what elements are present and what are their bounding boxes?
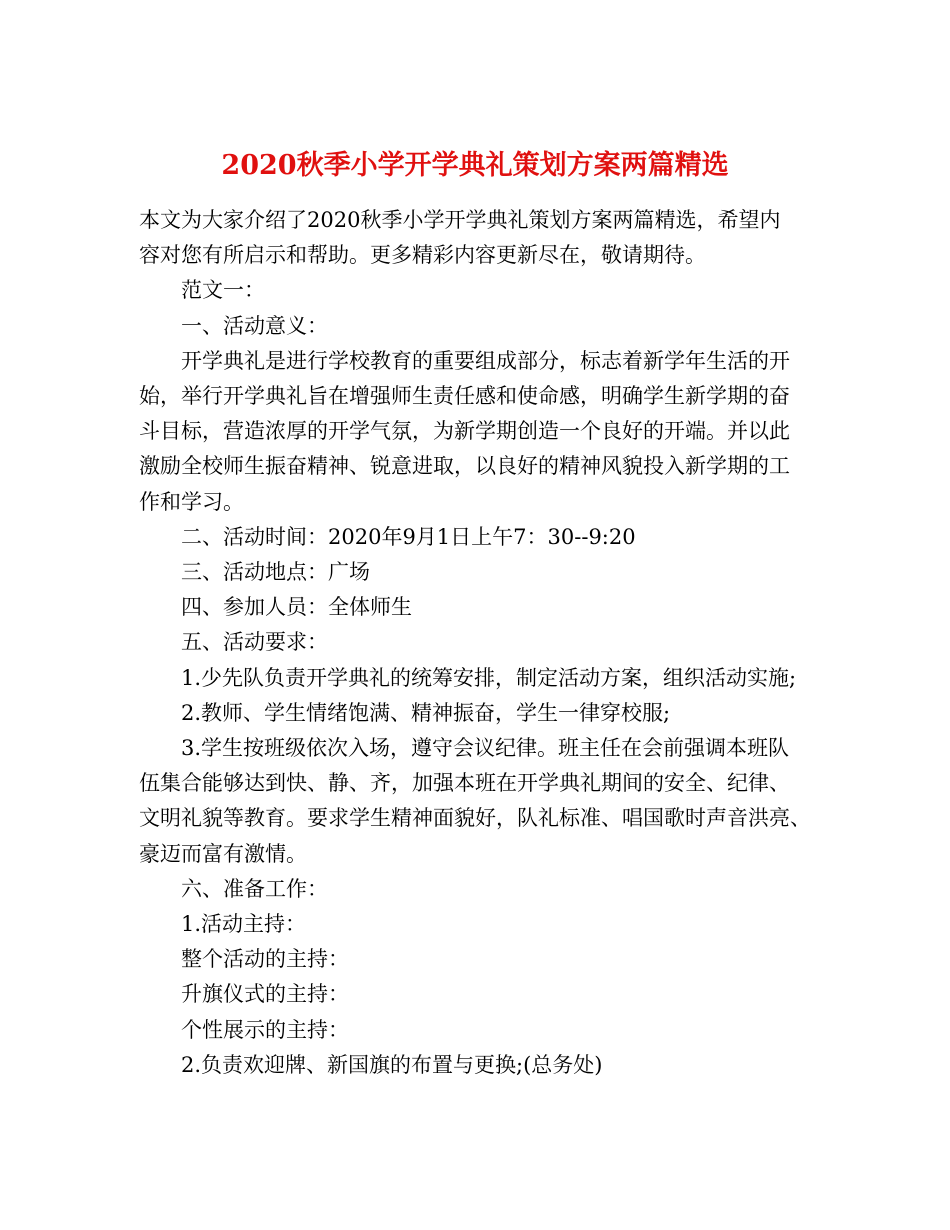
section-heading: 一、活动意义： xyxy=(181,313,328,338)
section-heading: 六、准备工作： xyxy=(181,876,328,901)
paragraph-line: 容对您有所启示和帮助。更多精彩内容更新尽在，敬请期待。 xyxy=(139,243,706,268)
list-item: 3.学生按班级依次入场，遵守会议纪律。班主任在会前强调本班队 xyxy=(181,736,790,761)
section-heading: 三、活动地点：广场 xyxy=(181,560,370,585)
paragraph-line: 伍集合能够达到快、静、齐，加强本班在开学典礼期间的安全、纪律、 xyxy=(139,771,790,796)
paragraph-line: 开学典礼是进行学校教育的重要组成部分，标志着新学年生活的开 xyxy=(181,348,790,373)
list-item: 2.教师、学生情绪饱满、精神振奋，学生一律穿校服; xyxy=(181,700,671,725)
paragraph-line: 升旗仪式的主持： xyxy=(181,982,349,1007)
section-label: 范文一： xyxy=(181,278,265,303)
section-heading: 五、活动要求： xyxy=(181,630,328,655)
paragraph-line: 文明礼貌等教育。要求学生精神面貌好，队礼标准、唱国歌时声音洪亮、 xyxy=(139,806,811,831)
paragraph-line: 斗目标，营造浓厚的开学气氛，为新学期创造一个良好的开端。并以此 xyxy=(139,419,790,444)
paragraph-line: 作和学习。 xyxy=(139,489,244,514)
paragraph-line: 本文为大家介绍了2020秋季小学开学典礼策划方案两篇精选，希望内 xyxy=(139,208,781,232)
section-heading: 二、活动时间：2020年9月1日上午7：30--9:20 xyxy=(181,524,636,549)
paragraph-line: 始，举行开学典礼旨在增强师生责任感和使命感，明确学生新学期的奋 xyxy=(139,384,790,409)
document-title: 2020秋季小学开学典礼策划方案两篇精选 xyxy=(221,150,729,182)
list-item: 1.活动主持： xyxy=(181,912,307,937)
document-body xyxy=(139,203,814,1083)
paragraph-line: 激励全校师生振奋精神、锐意进取，以良好的精神风貌投入新学期的工 xyxy=(139,454,790,479)
paragraph-line: 豪迈而富有激情。 xyxy=(139,841,307,866)
list-item: 1.少先队负责开学典礼的统筹安排，制定活动方案，组织活动实施; xyxy=(181,665,797,690)
paragraph-line: 整个活动的主持： xyxy=(181,947,349,972)
list-item: 2.负责欢迎牌、新国旗的布置与更换;(总务处) xyxy=(181,1052,603,1077)
paragraph-line: 个性展示的主持： xyxy=(181,1017,349,1042)
section-heading: 四、参加人员：全体师生 xyxy=(181,595,412,620)
